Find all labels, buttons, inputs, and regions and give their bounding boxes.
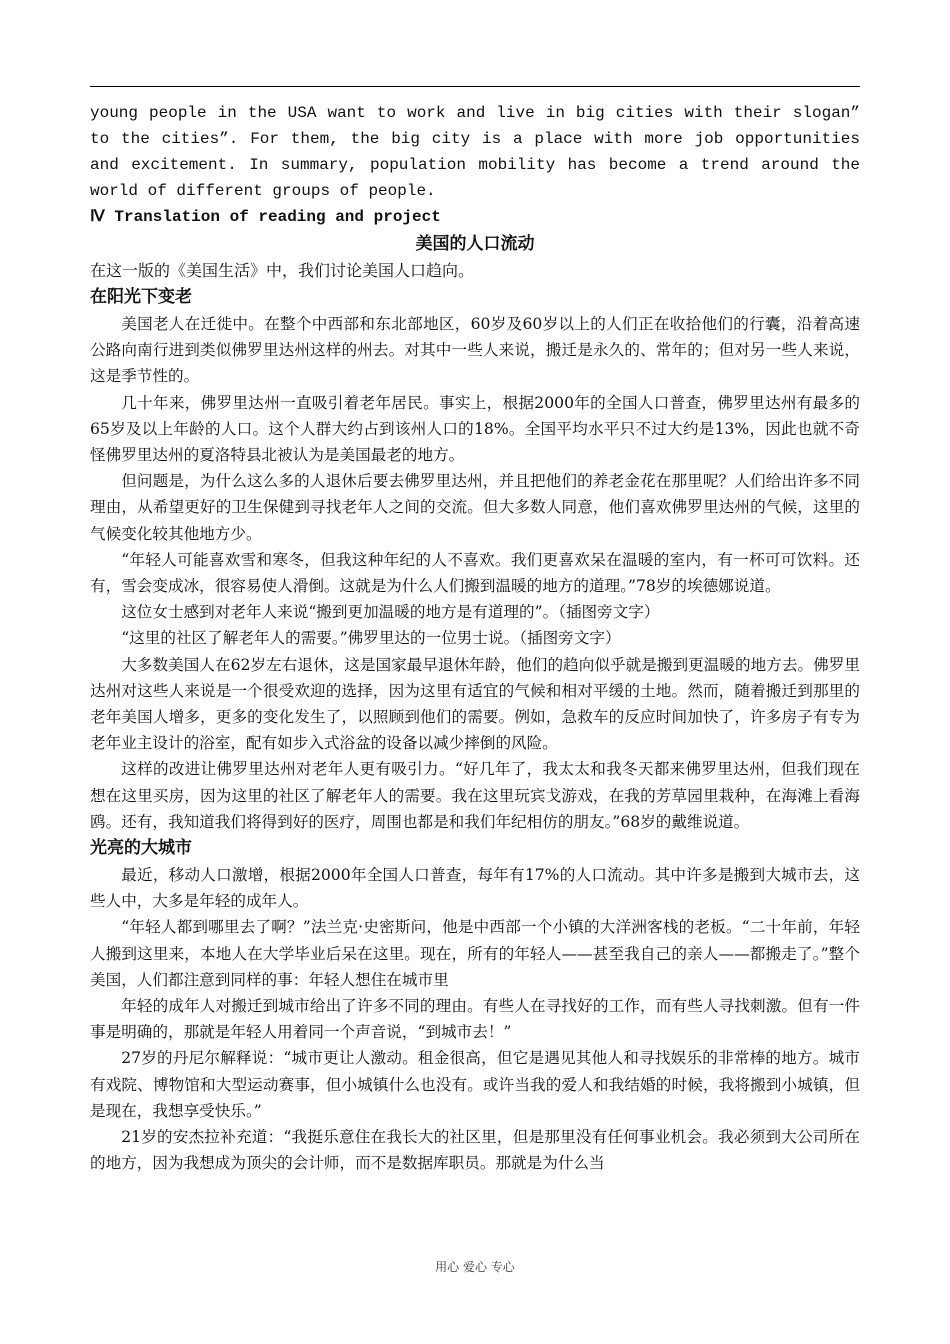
paragraph: 大多数美国人在62岁左右退休，这是国家最早退休年龄，他们的趋向似乎就是搬到更温暖的地方去。佛罗里达州对这些人来说是一个很受欢迎的选择，因为这里有适宜的气候和相对平缓的土地。然而，随着搬迁到那里的老年美国人增多，更多的变化发生了，以照顾到他们的需要。例如，急救车的反应时间加快了，许多房子有专为老年业主设计的浴室，配有如步入式浴盆的设备以减少摔倒的风险。 xyxy=(90,655,860,753)
paragraph: 27岁的丹尼尔解释说：“城市更让人激动。租金很高，但它是遇见其他人和寻找娱乐的非常棒的地方。城市有戏院、博物馆和大型运动赛事，但小城镇什么也没有。或许当我的爱人和我结婚的时候，我将搬到小城镇，但是现在，我想享受快乐。” xyxy=(90,1049,860,1120)
paragraph: 美国老人在迁徙中。在整个中西部和东北部地区，60岁及60岁以上的人们正在收拾他们的行囊，沿着高速公路向南行进到类似佛罗里达州这样的州去。对其中一些人来说，搬迁是永久的、常年的；但对另一些人来说，这是季节性的。 xyxy=(90,315,860,386)
intro-line: 在这一版的《美国生活》中，我们讨论美国人口趋向。 xyxy=(90,261,475,280)
paragraph: 几十年来，佛罗里达州一直吸引着老年居民。事实上，根据2000年的全国人口普查，佛罗里达州有最多的65岁及以上年龄的人口。这个人群大约占到该州人口的18%。全国平均水平只不过大约是13%，因此也就不奇怪佛罗里达州的夏洛特县北被认为是美国最老的地方。 xyxy=(90,393,860,465)
english-paragraph: young people in the USA want to work and live in big cities with their slogan” to the cities”. For them, the big city is a place with more job opportunities and excitement. In summary, population mobility has become a trend around the world of different groups of people. xyxy=(90,104,860,200)
paragraph: “年轻人可能喜欢雪和寒冬，但我这种年纪的人不喜欢。我们更喜欢呆在温暖的室内，有一杯可可饮料。还有，雪会变成冰，很容易使人滑倒。这就是为什么人们搬到温暖的地方的道理。”78岁的埃德娜说道。 xyxy=(90,550,860,596)
page-footer: 用心 爱心 专心 xyxy=(435,1260,515,1274)
paragraph: 21岁的安杰拉补充道：“我挺乐意住在我长大的社区里，但是那里没有任何事业机会。我必须到大公司所在的地方，因为我想成为顶尖的会计师，而不是数据库职员。那就是为什么当 xyxy=(90,1128,860,1173)
paragraph: 但问题是，为什么这么多的人退休后要去佛罗里达州，并且把他们的养老金花在那里呢？人们给出许多不同理由，从希望更好的卫生保健到寻找老年人之间的交流。但大多数人同意，他们喜欢佛罗里达州的气候，这里的气候变化较其他地方少。 xyxy=(90,472,860,543)
page-content xyxy=(90,100,860,1177)
paragraph: 这位女士感到对老年人来说“搬到更加温暖的地方是有道理的”。（插图旁文字） xyxy=(121,603,660,622)
paragraph: 这样的改进让佛罗里达州对老年人更有吸引力。“好几年了，我太太和我冬天都来佛罗里达州，但我们现在想在这里买房，因为这里的社区了解老年人的需要。我在这里玩宾戈游戏，在我的芳草园里栽种，在海滩上看海鸥。还有，我知道我们将得到好的医疗，周围也都是和我们年纪相仿的朋友。”68岁的戴维说道。 xyxy=(90,760,860,831)
heading-big-city: 光亮的大城市 xyxy=(90,838,192,859)
paragraph: “年轻人都到哪里去了啊？”法兰克·史密斯问，他是中西部一个小镇的大洋洲客栈的老板。“二十年前，年轻人搬到这里来，本地人在大学毕业后呆在这里。现在，所有的年轻人——甚至我自己的亲人——都搬走了。”整个美国，人们都注意到同样的事：年轻人想住在城市里 xyxy=(90,918,860,989)
article-title: 美国的人口流动 xyxy=(415,234,535,254)
section-title: Ⅳ Translation of reading and project xyxy=(90,208,441,226)
heading-aging-in-sun: 在阳光下变老 xyxy=(90,287,192,307)
paragraph: 最近，移动人口激增，根据2000年全国人口普查，每年有17%的人口流动。其中许多是搬到大城市去，这些人中，大多是年轻的成年人。 xyxy=(90,866,860,911)
paragraph: 年轻的成年人对搬迁到城市给出了许多不同的理由。有些人在寻找好的工作，而有些人寻找刺激。但有一件事是明确的，那就是年轻人用着同一个声音说，“到城市去！” xyxy=(90,997,860,1042)
paragraph: “这里的社区了解老年人的需要。”佛罗里达的一位男士说。（插图旁文字） xyxy=(121,629,621,648)
header-rule xyxy=(90,86,860,87)
